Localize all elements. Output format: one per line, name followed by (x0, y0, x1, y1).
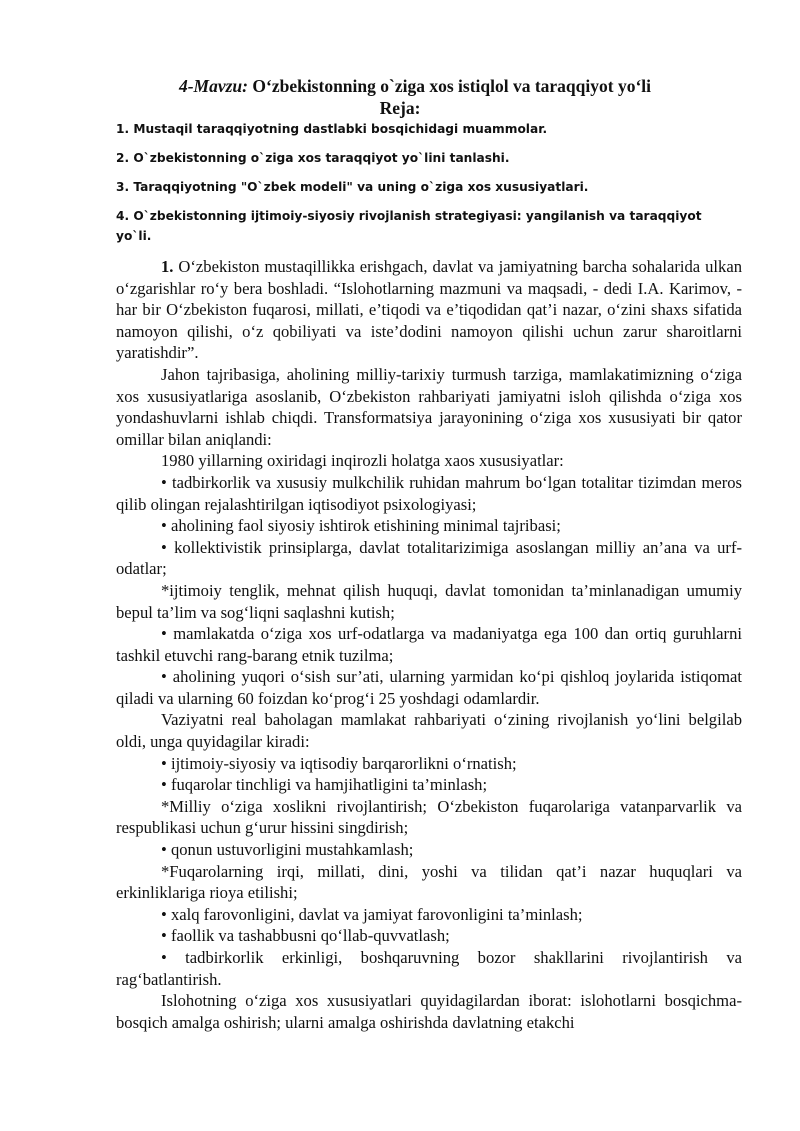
paragraph-1 (116, 256, 742, 364)
topic-title: O‘zbekistonning o`ziga xos istiqlol va taraqqiyot yo‘li (248, 76, 652, 96)
document-title (0, 76, 800, 96)
list-item: *Fuqarolarning irqi, millati, dini, yoshi va tilidan qat’i nazar huquqlari va erkinliklariga rioya etilishi; (116, 861, 742, 903)
plan-item-3: 3. Taraqqiyotning "O`zbek modeli" va uning o`ziga xos xususiyatlari. (116, 180, 589, 194)
list-item: • kollektivistik prinsiplarga, davlat totalitarizimiga asoslangan milliy an’ana va urf-odatlar; (116, 537, 742, 579)
plan-item-4: 4. O`zbekistonning ijtimoiy-siyosiy rivojlanish strategiyasi: yangilanish va taraqqiyot yo`li. (116, 209, 702, 243)
list-item: *Milliy o‘ziga xoslikni rivojlantirish; O‘zbekiston fuqarolariga vatanparvarlik va respublikasi uchun g‘urur hissini singdirish; (116, 796, 742, 838)
list-item: • qonun ustuvorligini mustahkamlash; (161, 840, 414, 860)
list-item: • tadbirkorlik erkinligi, boshqaruvning bozor shakllarini rivojlantirish va rag‘batlantirish. (116, 948, 742, 989)
list-item: • aholining faol siyosiy ishtirok etishining minimal tajribasi; (161, 516, 561, 536)
list-item: *ijtimoiy tenglik, mehnat qilish huquqi, davlat tomonidan ta’minlanadigan umumiy bepul ta’lim va sog‘liqni saqlashni kutish; (116, 580, 742, 622)
paragraph-5: Islohotning o‘ziga xos xususiyatlari quyidagilardan iborat: islohotlarni bosqichma-bosqich amalga oshirish; ularni amalga oshirishda davlatning etakchi (116, 991, 742, 1032)
list-item: • ijtimoiy-siyosiy va iqtisodiy barqarorlikni o‘rnatish; (161, 753, 517, 773)
paragraph-3: 1980 yillarning oxiridagi inqirozli holatga xaos xususiyatlar: (161, 451, 564, 471)
list-item: • mamlakatda o‘ziga xos urf-odatlarga va madaniyatga ega 100 dan ortiq guruhlarni tashkil etuvchi rang-barang etnik tuzilma; (116, 624, 742, 665)
plan-heading: Reja: (379, 98, 421, 118)
list-item: • tadbirkorlik va xususiy mulkchilik ruhidan mahrum bo‘lgan totalitar tizimdan meros qilib olingan rejalashtirilgan iqtisodiyot psixologiyasi; (116, 472, 742, 514)
plan-item-2: 2. O`zbekistonning o`ziga xos taraqqiyot yo`lini tanlashi. (116, 151, 510, 165)
list-item: • aholining yuqori o‘sish sur’ati, ularning yarmidan ko‘pi qishloq joylarida istiqomat qiladi va ularning 60 foizdan ko‘prog‘i 25 yoshdagi odamlardir. (116, 667, 742, 708)
list-item: • faollik va tashabbusni qo‘llab-quvvatlash; (161, 926, 450, 946)
topic-label: 4-Mavzu: (178, 76, 248, 96)
paragraph-2: Jahon tajribasiga, aholining milliy-tarixiy turmush tarziga, mamlakatimizning o‘ziga xos xususiyatlariga asoslanib, O‘zbekiston rahbariyati jamiyatni isloh qilishda o‘ziga xos yondashuvlarni ishlab chiqdi. Transformatsiya jarayonining o‘ziga xos xususiyati bir qator omillar bilan aniqlandi: (116, 364, 742, 449)
paragraph-number: 1. (161, 257, 174, 276)
paragraph-1-text: O‘zbekiston mustaqillikka erishgach, davlat va jamiyatning barcha sohalarida ulkan o‘zgarishlar ro‘y bera boshladi. “Islohotlarning mazmuni va maqsadi, - dedi I.A. Karimov, - har bir O‘zbekiston fuqarosi, millati, e’tiqodi va e’tiqodidan qat’i nazar, o‘zini shaxs sifatida namoyon qilishi, o‘z qobiliyati va iste’dodini namoyon qilishi uchun zarur sharoitlarni yaratishdir”. (116, 257, 742, 363)
paragraph-4: Vaziyatni real baholagan mamlakat rahbariyati o‘zining rivojlanish yo‘lini belgilab oldi, unga quyidagilar kiradi: (116, 710, 742, 752)
list-item: • fuqarolar tinchligi va hamjihatligini ta’minlash; (161, 775, 488, 795)
plan-item-1: 1. Mustaqil taraqqiyotning dastlabki bosqichidagi muammolar. (116, 122, 548, 136)
document-body (116, 256, 742, 1033)
list-item: • xalq farovonligini, davlat va jamiyat farovonligini ta’minlash; (161, 904, 583, 924)
